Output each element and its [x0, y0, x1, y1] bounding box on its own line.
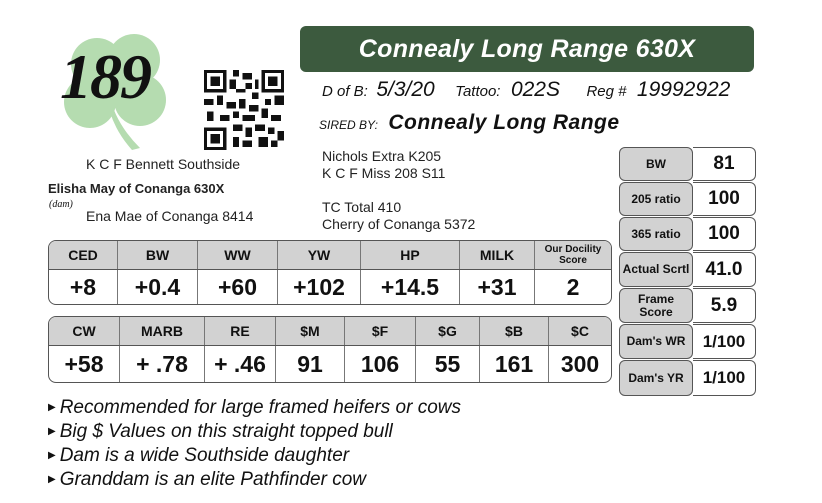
note-item: [48, 421, 393, 443]
tattoo-label: Tattoo:: [455, 83, 501, 100]
epd-value: +31: [460, 270, 535, 304]
epd-header: HP: [361, 241, 460, 269]
stat-value: 81: [693, 147, 756, 181]
epd-value: 91: [276, 346, 345, 382]
dob-value: 5/3/20: [376, 78, 435, 101]
stat-actual-scrtl: [619, 252, 756, 287]
qr-code-icon: [204, 70, 284, 150]
stat-label: BW: [619, 147, 693, 181]
epd-header: $F: [345, 317, 416, 345]
animal-name-title: Connealy Long Range 630X: [300, 26, 754, 72]
dob-label: D of B:: [322, 83, 368, 100]
stat-value: 100: [693, 217, 756, 251]
epd-value: 161: [480, 346, 549, 382]
epd-header: WW: [198, 241, 278, 269]
note-item: [48, 469, 366, 491]
epd-value: 2: [566, 273, 580, 300]
lot-number: 189: [60, 41, 150, 112]
epd-value: + .46: [205, 346, 276, 382]
epd-value: 300: [560, 350, 600, 377]
pedigree-sire-dam: K C F Miss 208 S11: [322, 165, 446, 181]
note-text: Dam is a wide Southside daughter: [59, 445, 350, 466]
reg-label: Reg #: [586, 83, 627, 100]
stat-value: 1/100: [693, 360, 756, 396]
epd-value: +14.5: [361, 270, 460, 304]
epd-value: +58: [49, 346, 120, 382]
note-text: Big $ Values on this straight topped bull: [59, 421, 393, 442]
stat-dams-yr: [619, 360, 756, 396]
stat-frame-score: [619, 288, 756, 323]
epd-table-1: [48, 240, 612, 305]
pedigree-sire-sire: Nichols Extra K205: [322, 148, 442, 164]
epd-header: RE: [205, 317, 276, 345]
stat-label: Frame Score: [619, 288, 693, 323]
stat-205-ratio: [619, 182, 756, 216]
epd-value: +60: [198, 270, 278, 304]
note-text: Recommended for large framed heifers or cows: [59, 397, 461, 418]
epd-header: $G: [416, 317, 480, 345]
reg-value: 19992922: [636, 78, 731, 101]
epd-header: BW: [118, 241, 198, 269]
note-item: [48, 445, 349, 467]
epd-header: CW: [49, 317, 120, 345]
stat-dams-wr: [619, 324, 756, 359]
epd-header: $B: [480, 317, 549, 345]
epd-table-2: [48, 316, 612, 383]
id-info-row: [322, 78, 730, 102]
stat-bw: [619, 147, 756, 181]
sire-row: [319, 111, 620, 135]
epd-value: +0.4: [118, 270, 198, 304]
sire-name: Connealy Long Range: [388, 111, 620, 134]
dam-label: (dam): [49, 199, 73, 210]
stat-365-ratio: [619, 217, 756, 251]
epd-header: MILK: [460, 241, 535, 269]
tattoo-value: 022S: [510, 78, 560, 101]
note-text: Granddam is an elite Pathfinder cow: [59, 469, 366, 490]
epd-value: + .78: [120, 346, 205, 382]
stat-value: 41.0: [693, 252, 756, 287]
triangle-bullet-icon: ▶: [48, 474, 56, 485]
epd-header: $C: [571, 323, 589, 339]
triangle-bullet-icon: ▶: [48, 450, 56, 461]
epd-header: CED: [49, 241, 118, 269]
epd-value: 55: [416, 346, 480, 382]
stat-value: 100: [693, 182, 756, 216]
stat-label: Dam's YR: [619, 360, 693, 396]
sired-by-label: SIRED BY:: [319, 118, 378, 132]
epd-header: $M: [276, 317, 345, 345]
pedigree-ddam-dam: Cherry of Conanga 5372: [322, 216, 476, 232]
triangle-bullet-icon: ▶: [48, 426, 56, 437]
epd-header-docility: Our Docility Score: [544, 244, 602, 266]
pedigree-ddam-sire: TC Total 410: [322, 199, 402, 215]
triangle-bullet-icon: ▶: [48, 402, 56, 413]
stat-label: 365 ratio: [619, 217, 693, 251]
stat-label: Actual Scrtl: [619, 252, 693, 287]
pedigree-dam: Elisha May of Conanga 630X: [48, 181, 225, 196]
stat-label: Dam's WR: [619, 324, 693, 359]
epd-value: 106: [345, 346, 416, 382]
note-item: [48, 397, 461, 419]
epd-header: MARB: [120, 317, 205, 345]
stat-value: 1/100: [693, 324, 756, 359]
epd-value: +102: [278, 270, 361, 304]
epd-value: +8: [49, 270, 118, 304]
stat-value: 5.9: [693, 288, 756, 323]
stat-label: 205 ratio: [619, 182, 693, 216]
epd-header: YW: [278, 241, 361, 269]
pedigree-dam-dam: Ena Mae of Conanga 8414: [86, 208, 254, 224]
pedigree-dam-sire: K C F Bennett Southside: [86, 156, 241, 172]
